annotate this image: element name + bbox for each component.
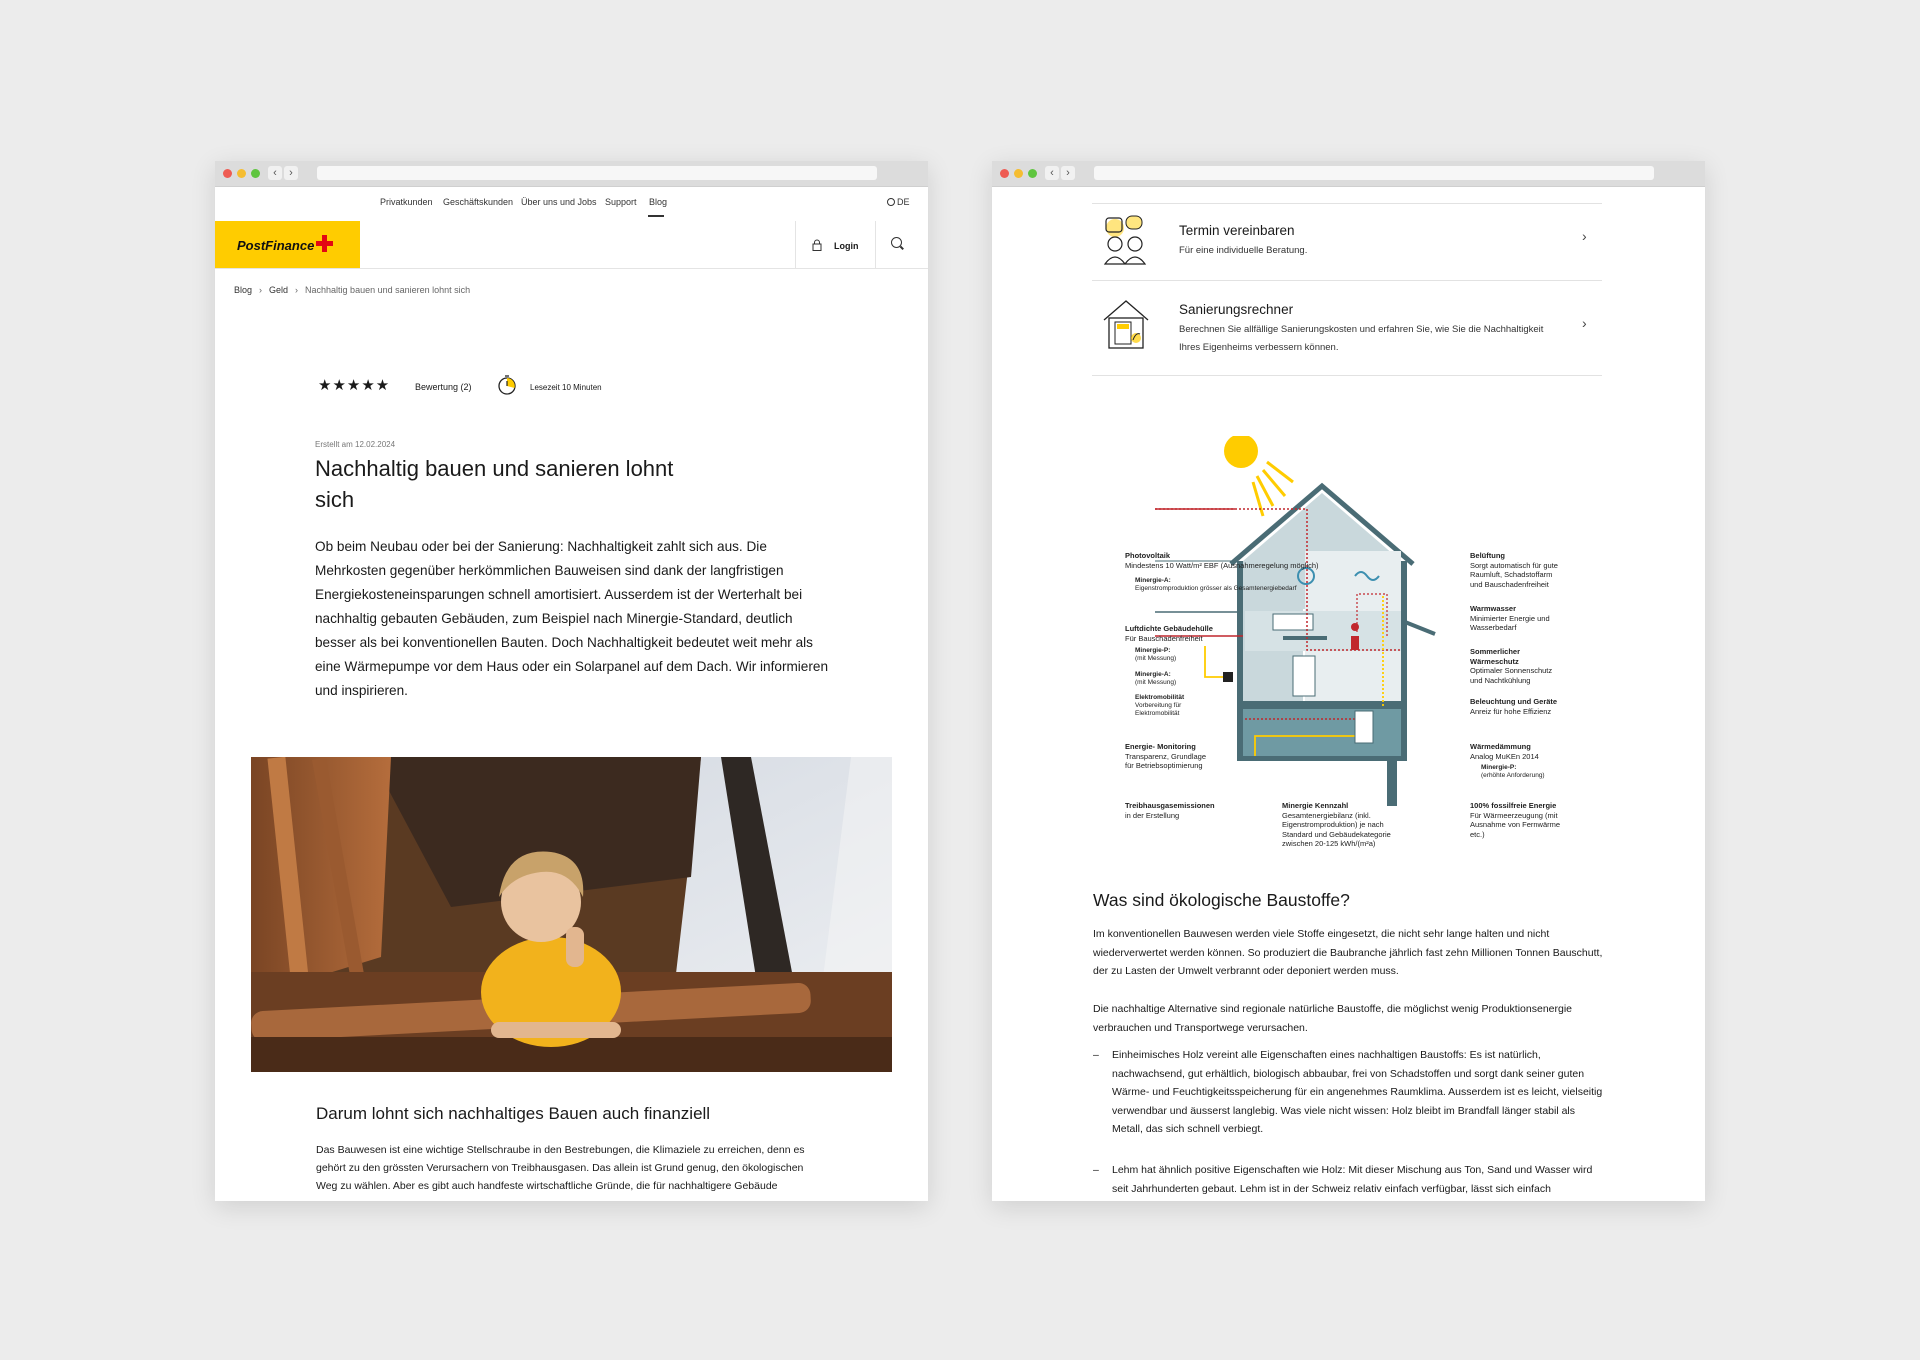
service-title: Termin vereinbaren	[1179, 223, 1295, 238]
divider	[1092, 375, 1602, 376]
stopwatch-icon	[497, 375, 517, 395]
header-divider	[795, 221, 796, 268]
nav-blog[interactable]: Blog	[649, 197, 668, 207]
article-lead: Ob beim Neubau oder bei der Sanierung: Nachhaltigkeit zahlt sich aus. Die Mehrkosten gegenüber herkömmlichen Bauweisen sind dank der langfristigen Energiekosteneinsparungen schnell amortisiert. Ausserdem ist der Werterhalt bei nachhaltig gebauten Gebäuden, zum Beispiel nach Minergie-Standard, deutlich besser als bei konventionellen Bauten. Doch Nachhaltigkeit bedeutet weit mehr als eine Wärmepumpe vor dem Haus oder ein Solarpanel auf dem Dach. Wir informieren und inspirieren.	[315, 539, 829, 698]
label-minergie-kennzahl: Minergie Kennzahl Gesamtenergiebilanz (inkl. Eigenstromproduktion) je nach Standard und Gebäudekategorie zwischen 20-125 kWh/(m²a)	[1282, 801, 1391, 848]
chevron-right-icon: ›	[295, 285, 299, 295]
section-heading: Was sind ökologische Baustoffe?	[1093, 890, 1350, 910]
label-sommer: Sommerlicher Wärmeschutz Optimaler Sonnenschutz und Nachtkühlung	[1470, 647, 1553, 685]
paragraph: Die nachhaltige Alternative sind regionale natürliche Baustoffe, die möglichst wenig Produktionsenergie verbrauchen und Transportwege verursachen.	[1093, 1003, 1573, 1034]
active-nav-indicator	[648, 215, 664, 217]
nav-geschaeftskunden[interactable]: Geschäftskunden	[443, 197, 514, 207]
article-hero-image	[251, 757, 892, 1072]
list-item-text: Einheimisches Holz vereint alle Eigenschaften eines nachhaltigen Baustoffs: Es ist natürlich, nachwachsend, gut erhältlich, biologisch abbaubar, frei von Schadstoffen und sorgt dank seiner guten Wärme- und Feuchtigkeitsspeicherung für ein angenehmes Raumklima. Ausserdem ist es leicht, vielseitig verwendbar und äusserst langlebig. Was viele nicht wissen: Holz bleibt im Brandfall länger stabil als Metall, das sich schnell verbiegt.	[1112, 1049, 1603, 1135]
list-item-text: Lehm hat ähnlich positive Eigenschaften wie Holz: Mit dieser Mischung aus Ton, Sand und Wasser wird seit Jahrhunderten gebaut. Lehm ist in der Schweiz relativ einfach verfügbar, lässt sich einfach	[1112, 1164, 1593, 1195]
divider	[1092, 203, 1602, 204]
label-treibhaus: Treibhausgasemissionen in der Erstellung	[1125, 801, 1215, 820]
label-minergie-p: Minergie-P: (mit Messung)	[1135, 647, 1177, 662]
browser-chrome	[992, 161, 1705, 187]
chevron-right-icon: ›	[1582, 315, 1587, 331]
section-heading: Darum lohnt sich nachhaltiges Bauen auch finanziell	[316, 1104, 711, 1123]
postfinance-logo[interactable]	[215, 221, 360, 268]
service-description: Für eine individuelle Beratung.	[1179, 245, 1308, 256]
label-minergie-a-2: Minergie-A: (mit Messung)	[1135, 671, 1177, 686]
lock-icon	[812, 239, 822, 251]
minergie-house-diagram	[1125, 436, 1565, 848]
maximize-window-button[interactable]	[251, 169, 260, 178]
nav-support[interactable]: Support	[605, 197, 637, 207]
back-icon[interactable]: ‹	[1045, 166, 1059, 180]
browser-chrome	[215, 161, 928, 187]
article-title: Nachhaltig bauen und sanieren lohnt sich	[315, 456, 674, 512]
label-monitoring: Energie- Monitoring Transparenz, Grundlage für Betriebsoptimierung	[1125, 742, 1207, 770]
reading-time: Lesezeit 10 Minuten	[530, 383, 602, 392]
close-window-button[interactable]	[1000, 169, 1009, 178]
url-bar[interactable]	[1094, 166, 1654, 180]
paragraph: Im konventionellen Bauwesen werden viele Stoffe eingesetzt, die nicht sehr lange halten und nicht wiederverwertet werden können. So produziert die Baubranche jährlich fast zehn Millionen Tonnen Bauschutt, der zu Lasten der Umwelt verbrannt oder deponiert werden muss.	[1093, 928, 1603, 977]
breadcrumb-current: Nachhaltig bauen und sanieren lohnt sich	[305, 285, 471, 295]
swiss-cross-icon	[316, 235, 333, 252]
service-description: Berechnen Sie allfällige Sanierungskosten und erfahren Sie, wie Sie die Nachhaltigkeit Ihres Eigenheims verbessern können.	[1179, 324, 1544, 353]
login-button[interactable]: Login	[834, 241, 859, 251]
forward-icon[interactable]: ›	[1061, 166, 1075, 180]
logo-text: PostFinance	[237, 238, 315, 253]
bullet-dash: –	[1093, 1164, 1099, 1176]
section-text: Das Bauwesen ist eine wichtige Stellschraube in den Bestrebungen, die Klimaziele zu erreichen, denn es gehört zu den grössten Verursachern von Treibhausgasen. Das allein ist Grund genug, den ökologischen Weg zu wählen. Aber es gibt auch handfeste wirtschaftliche Gründe, die für nachhaltigere Gebäude	[316, 1144, 805, 1192]
chevron-right-icon: ›	[259, 285, 263, 295]
browser-window-left	[215, 161, 928, 1201]
label-beleuchtung: Beleuchtung und Geräte Anreiz für hohe Effizienz	[1470, 697, 1558, 716]
label-warmwasser: Warmwasser Minimierter Energie und Wasserbedarf	[1470, 604, 1550, 632]
forward-icon[interactable]: ›	[284, 166, 298, 180]
created-date: Erstellt am 12.02.2024	[315, 440, 396, 449]
label-elektromobilitaet: Elektromobilität Vorbereitung für Elektromobilität	[1135, 694, 1185, 717]
search-icon[interactable]	[891, 237, 902, 248]
breadcrumb-blog[interactable]: Blog	[234, 285, 253, 295]
label-belueftung: Belüftung Sorgt automatisch für gute Raumluft, Schadstoffarm und Bauschadenfreiheit	[1470, 551, 1558, 589]
divider	[1092, 280, 1602, 281]
label-minergie-p-2: Minergie-P: (erhöhte Anforderung)	[1481, 764, 1545, 779]
label-waermedaemmung: Wärmedämmung Analog MuKEn 2014	[1470, 742, 1539, 761]
url-bar[interactable]	[317, 166, 877, 180]
top-navigation	[215, 197, 928, 211]
header-divider	[875, 221, 876, 268]
rating-label[interactable]: Bewertung (2)	[415, 382, 472, 392]
breadcrumb-geld[interactable]: Geld	[269, 285, 289, 295]
nav-privatkunden[interactable]: Privatkunden	[380, 197, 433, 207]
header-border	[215, 268, 928, 269]
consultation-icon	[1101, 214, 1151, 269]
minimize-window-button[interactable]	[237, 169, 246, 178]
star-rating[interactable]: ★★★★★	[318, 377, 391, 394]
bullet-dash: –	[1093, 1049, 1099, 1061]
house-calculator-icon	[1101, 298, 1151, 353]
label-fossilfrei: 100% fossilfreie Energie Für Wärmeerzeugung (mit Ausnahme von Fernwärme etc.)	[1470, 801, 1561, 839]
maximize-window-button[interactable]	[1028, 169, 1037, 178]
close-window-button[interactable]	[223, 169, 232, 178]
back-icon[interactable]: ‹	[268, 166, 282, 180]
nav-ueber-uns[interactable]: Über uns und Jobs	[521, 197, 597, 207]
language-switch[interactable]: DE	[887, 197, 910, 207]
browser-window-right	[992, 161, 1705, 1201]
globe-icon	[887, 198, 895, 206]
chevron-right-icon: ›	[1582, 228, 1587, 244]
breadcrumb	[234, 285, 470, 295]
label-luftdicht: Luftdichte Gebäudehülle Für Bauschadenfreiheit	[1125, 624, 1213, 643]
service-title: Sanierungsrechner	[1179, 302, 1294, 317]
minimize-window-button[interactable]	[1014, 169, 1023, 178]
label-minergie-a: Minergie-A: Eigenstromproduktion grösser als Gesamtenergiebedarf	[1135, 577, 1297, 592]
label-photovoltaik: Photovoltaik Mindestens 10 Watt/m² EBF (Ausnahmeregelung möglich)	[1125, 551, 1319, 570]
